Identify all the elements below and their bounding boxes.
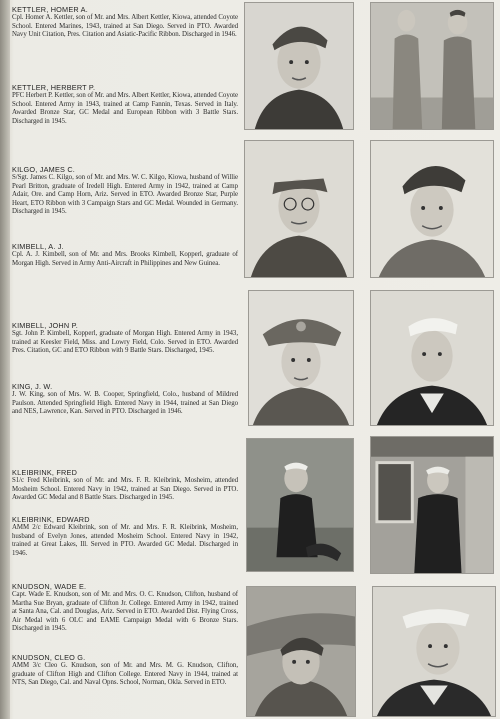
entry-king-jw	[12, 382, 238, 417]
entry-kleibrink-fred	[12, 468, 238, 503]
entry-bio: Cpl. Homer A. Kettler, son of Mr. and Mrs. Albert Kettler, Kiowa, attended Coyote School. Entered Marines, 1943, trained at San Diego. Served in PTO. Awarded Navy Unit Citation, Pres. Citation and Asiatic-Pacific Ribbon. Discharged in 1946.	[12, 14, 238, 38]
entry-bio: AMM 3/c Cleo G. Knudson, son of Mr. and Mrs. M. G. Knudson, Clifton, graduate of Clifton High and Clifton College. Entered Navy in 1944, trained at NTS, San Diego, Cal. and Naval Opns. School, Norman, Okla. Served in ETO.	[12, 662, 238, 686]
photo-kleibrink-fred	[246, 438, 354, 572]
entry-bio: Cpl. A. J. Kimbell, son of Mr. and Mrs. Brooks Kimbell, Kopperl, graduate of Morgan High. Served in Army Anti-Aircraft in Philippines and New Guinea.	[12, 251, 238, 267]
entry-name: KNUDSON, WADE E.	[12, 582, 87, 591]
entry-bio: AMM 2/c Edward Kleibrink, son of Mr. and Mrs. F. R. Kleibrink, Mosheim, husband of Evelyn Jones, attended Mosheim School. Entered Navy in 1942, trained at Great Lakes, Ill. Served in PTO. Awarded GC Medal. Discharged in 1946.	[12, 524, 238, 557]
entry-name: KING, J. W.	[12, 382, 53, 391]
entry-kimbell-john	[12, 321, 238, 356]
entry-bio: Sgt. John P. Kimbell, Kopperl, graduate of Morgan High. Entered Army in 1943, trained at Keesler Field, Miss. and Lowry Field, Colo. Served in ETO. Awarded Pres. Citation, GC and ETO Ribbon with 9 Battle Stars. Discharged, 1945.	[12, 330, 238, 354]
entry-kleibrink-edward	[12, 515, 238, 558]
photo-king-sailor	[370, 290, 494, 426]
photo-knudson-wade	[246, 586, 356, 717]
entry-bio: S1/c Fred Kleibrink, son of Mr. and Mrs. F. R. Kleibrink, Mosheim, attended Mosheim School. Entered Navy in 1942, trained at San Diego. Served in PTO. Awarded GC Medal and 8 Battle Stars. Discharged in 1945.	[12, 477, 238, 501]
photo-kimbell-john	[248, 290, 354, 426]
photo-kleibrink-house	[370, 436, 494, 574]
entry-knudson-wade	[12, 582, 238, 634]
photo-knudson-cleo	[372, 586, 496, 717]
entry-name: KLEIBRINK, FRED	[12, 468, 78, 477]
entry-name: KIMBELL, JOHN P.	[12, 321, 78, 330]
photo-kilgo-james	[244, 140, 354, 278]
page-gutter	[0, 0, 10, 719]
entry-bio: J. W. King, son of Mrs. W. B. Cooper, Springfield, Colo., husband of Mildred Paulson. Attended Springfield High. Entered Navy in 1944, trained at San Diego and NES, Lawrence, Kan. Served in PTO. Discharged in 1946.	[12, 391, 238, 415]
entry-bio: S/Sgt. James C. Kilgo, son of Mr. and Mrs. W. C. Kilgo, Kiowa, husband of Willie Pearl Britton, graduate of Iredell High. Entered Army in 1942, trained at Camp Adair, Ore. and Camp Horn, Ariz. Served in ETO. Awarded Bronze Star, Purple Heart, ETO Ribbon with 3 Campaign Stars and GC Medal. Wounded in Germany. Discharged in 1945.	[12, 174, 238, 215]
entry-kettler-herbert	[12, 83, 238, 126]
entry-kilgo-james	[12, 165, 238, 217]
entry-bio: PFC Herbert P. Kettler, son of Mr. and Mrs. Albert Kettler, Kiowa, attended Coyote School. Entered Army in 1943, trained at Camp Fannin, Texas. Served in Italy. Awarded Bronze Star, GC Medal and European Ribbon with 3 Battle Stars. Discharged in 1945.	[12, 92, 238, 125]
entry-knudson-cleo	[12, 653, 238, 688]
entry-name: KNUDSON, CLEO G.	[12, 653, 86, 662]
entry-kettler-homer	[12, 5, 238, 40]
photo-kettler-homer	[244, 2, 354, 130]
entry-name: KETTLER, HERBERT P.	[12, 83, 96, 92]
entry-name: KLEIBRINK, EDWARD	[12, 515, 90, 524]
photo-kettler-group	[370, 2, 494, 130]
photo-kilgo-marine	[370, 140, 494, 278]
entry-name: KETTLER, HOMER A.	[12, 5, 88, 14]
entry-name: KILGO, JAMES C.	[12, 165, 76, 174]
entry-name: KIMBELL, A. J.	[12, 242, 64, 251]
entry-bio: Capt. Wade E. Knudson, son of Mr. and Mrs. O. C. Knudson, Clifton, husband of Martha Sue Bryan, graduate of Clifton Jr. College. Entered Army in 1942, trained at Santa Ana, Cal. and Douglas, Ariz. Served in ETO. Awarded Dist. Flying Cross, Air Medal with 6 OLC and EAME Campaign Medal with 6 Bronze Stars. Discharged in 1945.	[12, 591, 238, 632]
service-record-column	[12, 0, 238, 719]
entry-kimbell-aj	[12, 242, 238, 268]
